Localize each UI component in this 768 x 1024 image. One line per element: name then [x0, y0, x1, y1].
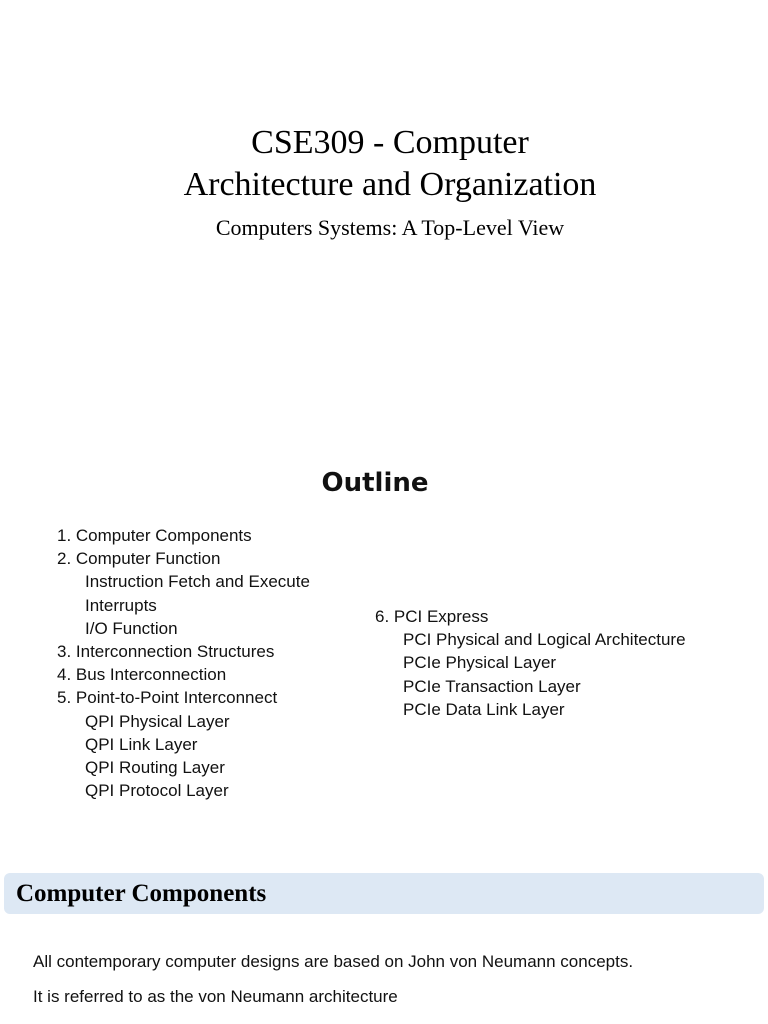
outline-subitem: QPI Physical Layer: [85, 711, 230, 731]
outline-subitem: PCIe Transaction Layer: [403, 676, 581, 696]
outline-right-list: [375, 605, 686, 721]
page-title: [0, 122, 768, 206]
title-line-2: Architecture and Organization: [183, 166, 597, 203]
outline-heading: Outline: [321, 468, 429, 498]
outline-subitem: PCIe Data Link Layer: [403, 699, 565, 719]
page-subtitle: Computers Systems: A Top-Level View: [215, 215, 565, 240]
outline-subitem: QPI Link Layer: [85, 734, 198, 754]
body-paragraph: All contemporary computer designs are based on John von Neumann concepts.: [33, 952, 634, 971]
outline-subitem: Interrupts: [85, 595, 157, 615]
title-line-1: CSE309 - Computer: [251, 124, 529, 161]
outline-subitem: I/O Function: [85, 618, 178, 638]
outline-left-list: [57, 524, 310, 802]
outline-subitem: QPI Protocol Layer: [85, 781, 229, 801]
outline-item: 3. Interconnection Structures: [57, 642, 275, 662]
outline-item: 4. Bus Interconnection: [57, 665, 227, 685]
section-title: Computer Components: [16, 880, 267, 907]
outline-item: 2. Computer Function: [57, 549, 221, 569]
body-paragraph: It is referred to as the von Neumann architecture: [33, 987, 398, 1006]
outline-item: 6. PCI Express: [375, 607, 489, 626]
outline-subitem: Instruction Fetch and Execute: [85, 572, 310, 592]
title-slide: [0, 0, 768, 440]
outline-subitem: PCI Physical and Logical Architecture: [403, 630, 686, 650]
section-header-bar: [4, 873, 764, 914]
outline-item: 5. Point-to-Point Interconnect: [57, 688, 278, 708]
outline-subitem: PCIe Physical Layer: [403, 653, 557, 673]
outline-item: 1. Computer Components: [57, 526, 252, 545]
outline-subitem: QPI Routing Layer: [85, 758, 225, 778]
